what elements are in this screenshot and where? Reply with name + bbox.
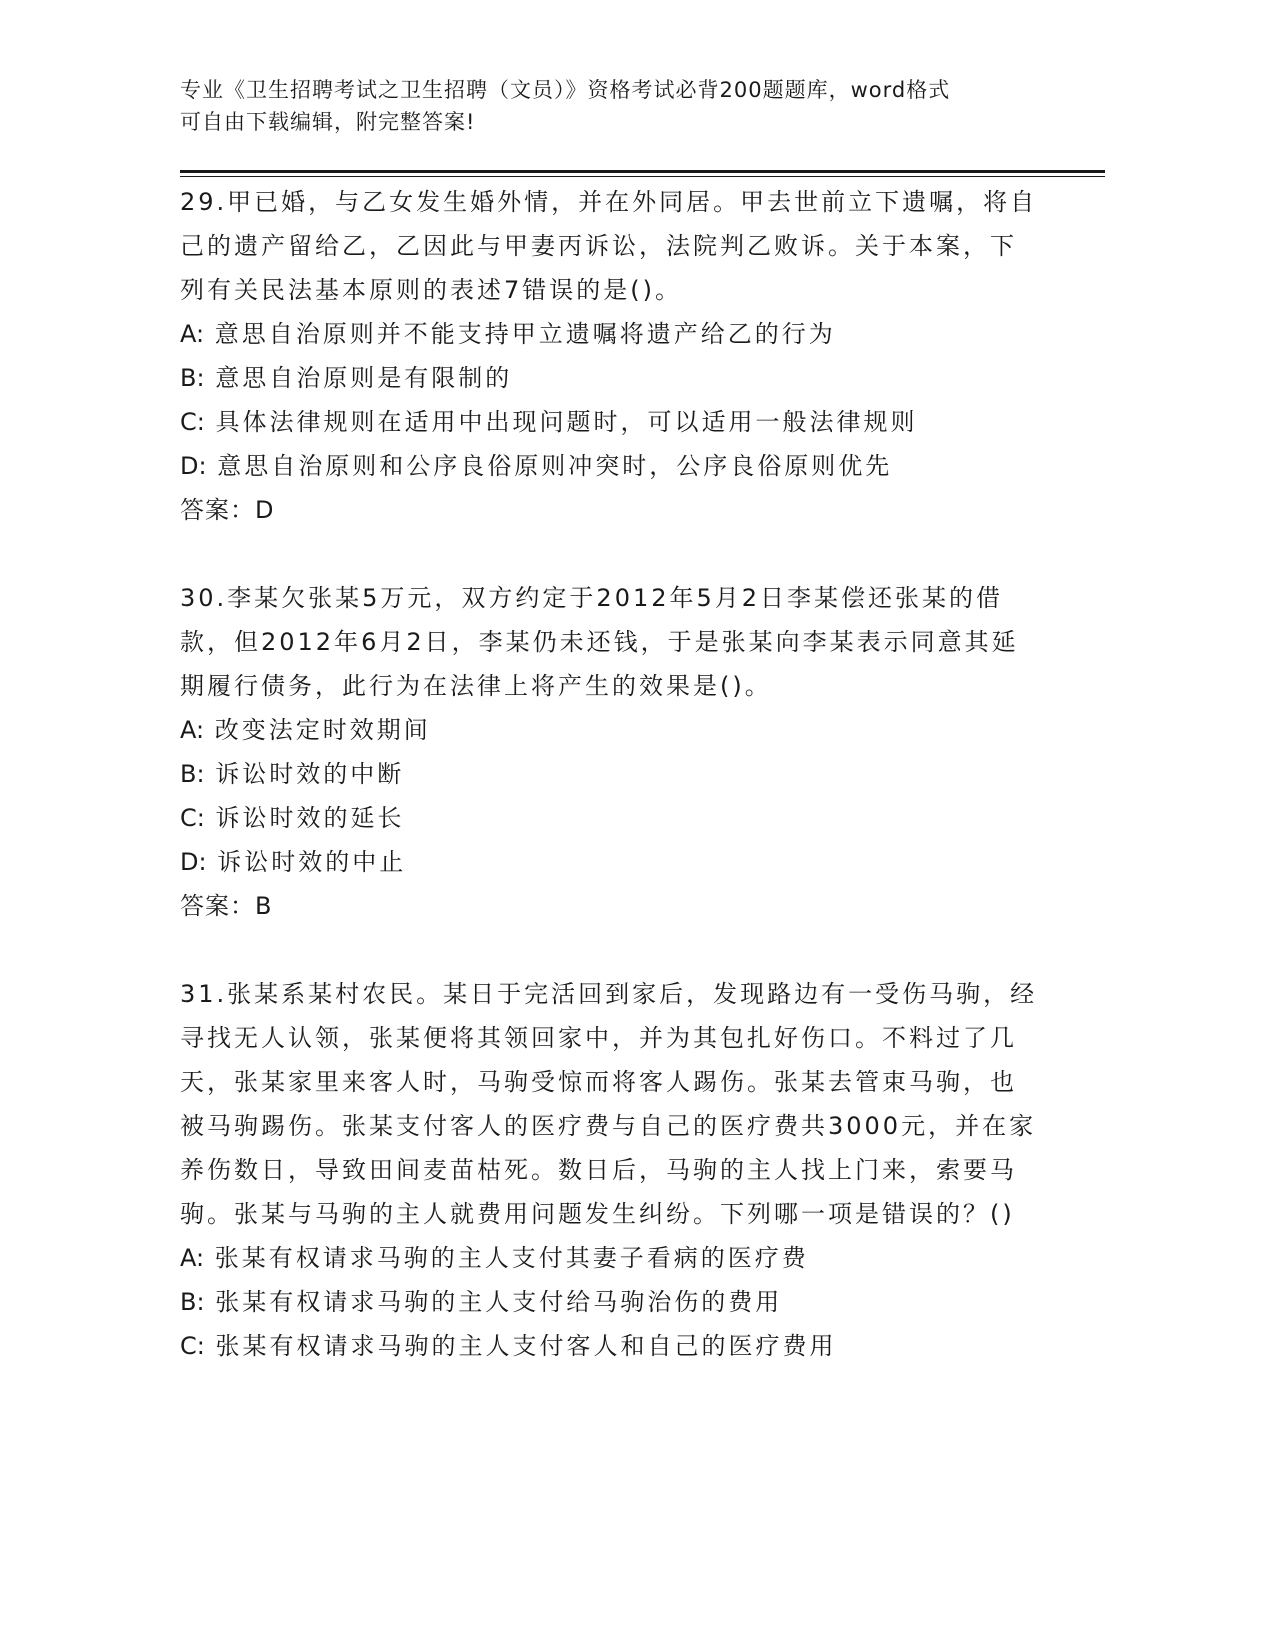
question-30 xyxy=(180,576,1040,928)
option-label: C: xyxy=(180,408,205,436)
option-c xyxy=(180,400,1040,444)
option-text: 张某有权请求马驹的主人支付给马驹治伤的费用 xyxy=(215,1288,783,1316)
option-text: 意思自治原则并不能支持甲立遗嘱将遗产给乙的行为 xyxy=(214,320,836,348)
option-label: D: xyxy=(180,452,207,480)
option-text: 诉讼时效的中断 xyxy=(215,760,405,788)
question-stem: 29.甲已婚，与乙女发生婚外情，并在外同居。甲去世前立下遗嘱，将自己的遗产留给乙，乙因此与甲妻丙诉讼，法院判乙败诉。关于本案，下列有关民法基本原则的表述7错误的是()。 xyxy=(180,188,1038,304)
header-line-1: 专业《卫生招聘考试之卫生招聘（文员）》资格考试必背200题题库，word格式 xyxy=(180,78,951,102)
option-label: B: xyxy=(180,760,205,788)
option-b xyxy=(180,1280,1040,1324)
document-header xyxy=(180,74,1080,138)
question-31 xyxy=(180,972,1040,1368)
answer: 答案：B xyxy=(180,892,273,920)
question-list xyxy=(180,180,1040,1368)
option-a xyxy=(180,1236,1040,1280)
option-b xyxy=(180,356,1040,400)
option-label: A: xyxy=(180,320,205,348)
option-d xyxy=(180,444,1040,488)
option-b xyxy=(180,752,1040,796)
option-a xyxy=(180,708,1040,752)
option-label: B: xyxy=(180,1288,205,1316)
option-text: 张某有权请求马驹的主人支付其妻子看病的医疗费 xyxy=(214,1244,809,1272)
option-label: D: xyxy=(180,848,207,876)
option-text: 意思自治原则和公序良俗原则冲突时，公序良俗原则优先 xyxy=(217,452,893,480)
option-text: 诉讼时效的延长 xyxy=(215,804,405,832)
option-c xyxy=(180,1324,1040,1368)
header-line-2: 可自由下载编辑，附完整答案! xyxy=(180,110,476,134)
option-c xyxy=(180,796,1040,840)
option-text: 具体法律规则在适用中出现问题时，可以适用一般法律规则 xyxy=(215,408,918,436)
header-divider-thin xyxy=(180,176,1105,177)
header-divider-thick xyxy=(180,170,1105,173)
question-29 xyxy=(180,180,1040,532)
option-label: C: xyxy=(180,1332,205,1360)
answer: 答案：D xyxy=(180,496,275,524)
option-text: 改变法定时效期间 xyxy=(214,716,431,744)
option-label: C: xyxy=(180,804,205,832)
option-label: A: xyxy=(180,716,205,744)
option-text: 张某有权请求马驹的主人支付客人和自己的医疗费用 xyxy=(215,1332,837,1360)
option-a xyxy=(180,312,1040,356)
option-text: 诉讼时效的中止 xyxy=(217,848,407,876)
question-stem: 30.李某欠张某5万元，双方约定于2012年5月2日李某偿还张某的借款，但2012年6月2日，李某仍未还钱，于是张某向李某表示同意其延期履行债务，此行为在法律上将产生的效果是()。 xyxy=(180,584,1019,700)
question-stem: 31.张某系某村农民。某日于完活回到家后，发现路边有一受伤马驹，经寻找无人认领，张某便将其领回家中，并为其包扎好伤口。不料过了几天，张某家里来客人时，马驹受惊而将客人踢伤。张某去管束马驹，也被马驹踢伤。张某支付客人的医疗费与自己的医疗费共3000元，并在家养伤数日，导致田间麦苗枯死。数日后，马驹的主人找上门来，索要马驹。张某与马驹的主人就费用问题发生纠纷。下列哪一项是错误的？() xyxy=(180,980,1038,1228)
option-label: A: xyxy=(180,1244,205,1272)
option-label: B: xyxy=(180,364,205,392)
option-text: 意思自治原则是有限制的 xyxy=(215,364,513,392)
option-d xyxy=(180,840,1040,884)
